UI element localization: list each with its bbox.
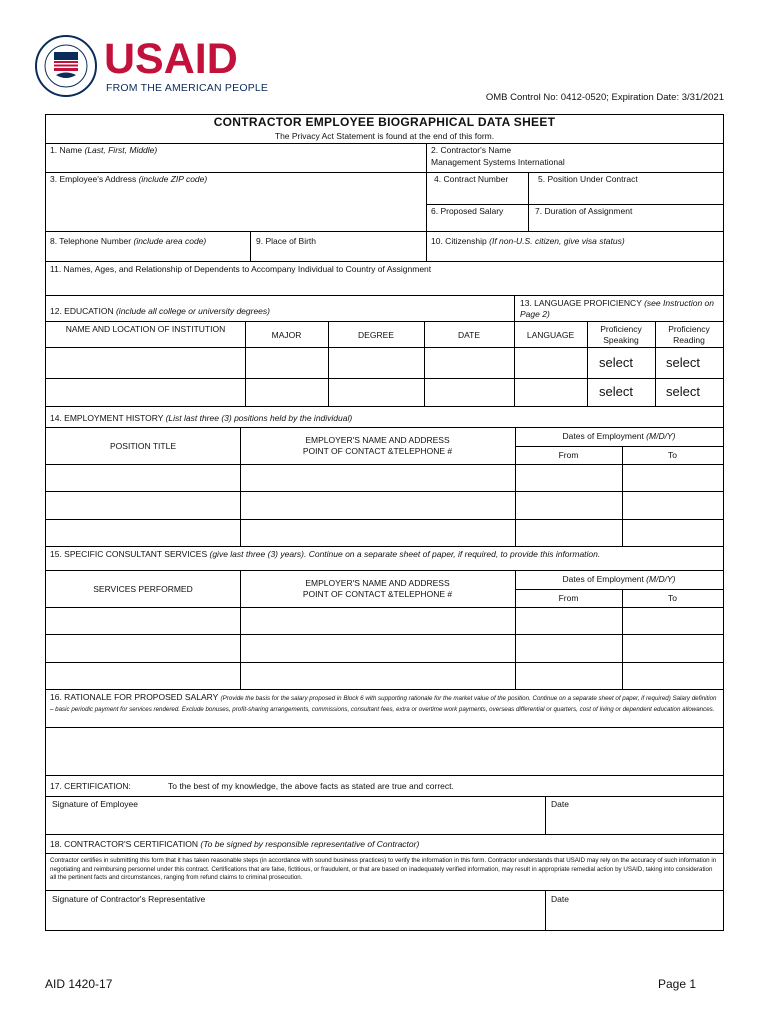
salary-rationale-label: 16. RATIONALE FOR PROPOSED SALARY (Provide the basis for the salary proposed in Block 6 with supporting rationale for the market value of the position. Continue on a separate sheet of paper, if required) Salary definition – basic periodic payment for services rendered. Exclude bonuses, profit-sharing arrangements, commissions, consultant fees, extra or overtime work payments, overseas differential or quarters, cost of living or dependent education allowances. — [50, 692, 717, 713]
contract-number-field[interactable]: 4. Contract Number — [434, 174, 509, 184]
edu-header-reading: Proficiency Reading — [668, 324, 710, 345]
biographical-data-form — [45, 114, 724, 931]
page-number: Page 1 — [658, 977, 697, 991]
certification-text: To the best of my knowledge, the above facts as stated are true and correct. — [168, 781, 454, 791]
svc-header-from: From — [558, 593, 579, 603]
employee-address-field[interactable]: 3. Employee's Address (include ZIP code) — [50, 174, 208, 184]
svc-header-to: To — [668, 593, 677, 603]
edu-header-date: DATE — [457, 330, 481, 340]
edu-header-language: LANGUAGE — [526, 330, 575, 340]
citizenship-field[interactable]: 10. Citizenship (If non-U.S. citizen, give visa status) — [431, 236, 625, 246]
emp-header-from: From — [558, 450, 579, 460]
dependents-field[interactable]: 11. Names, Ages, and Relationship of Dependents to Accompany Individual to Country of Assignment — [50, 264, 432, 274]
reading-select-2[interactable]: select — [666, 384, 700, 399]
form-number: AID 1420-17 — [45, 977, 113, 991]
contractor-certification-label: 18. CONTRACTOR'S CERTIFICATION (To be signed by responsible representative of Contractor) — [50, 839, 420, 849]
proposed-salary-field[interactable]: 6. Proposed Salary — [431, 206, 504, 216]
place-of-birth-field[interactable]: 9. Place of Birth — [256, 236, 317, 246]
position-under-contract-field[interactable]: 5. Position Under Contract — [538, 174, 638, 184]
employee-signature-field[interactable]: Signature of Employee — [52, 799, 138, 809]
emp-header-dates: Dates of Employment (M/D/Y) — [562, 431, 676, 441]
emp-header-employer: EMPLOYER'S NAME AND ADDRESS POINT OF CONTACT &TELEPHONE # — [302, 435, 453, 456]
svc-header-employer: EMPLOYER'S NAME AND ADDRESS POINT OF CONTACT &TELEPHONE # — [302, 578, 453, 599]
representative-date-field[interactable]: Date — [551, 894, 569, 904]
svc-header-dates: Dates of Employment (M/D/Y) — [562, 574, 676, 584]
form-title: CONTRACTOR EMPLOYEE BIOGRAPHICAL DATA SHEET — [213, 115, 556, 129]
contractor-name-value[interactable]: Management Systems International — [431, 157, 565, 167]
telephone-field[interactable]: 8. Telephone Number (include area code) — [50, 236, 207, 246]
svc-header-services: SERVICES PERFORMED — [93, 584, 193, 594]
employee-date-field[interactable]: Date — [551, 799, 569, 809]
edu-header-major: MAJOR — [271, 330, 302, 340]
edu-header-speaking: Proficiency Speaking — [600, 324, 642, 345]
emp-header-to: To — [668, 450, 677, 460]
usaid-wordmark: USAID — [104, 35, 238, 83]
edu-header-institution: NAME AND LOCATION OF INSTITUTION — [65, 324, 226, 334]
emp-header-position: POSITION TITLE — [110, 441, 176, 451]
form-subtitle: The Privacy Act Statement is found at the end of this form. — [274, 131, 495, 141]
education-section-label: 12. EDUCATION (include all college or university degrees) — [50, 306, 270, 316]
usaid-seal-icon — [34, 34, 98, 98]
language-proficiency-label: 13. LANGUAGE PROFICIENCY (see Instruction on Page 2) — [520, 298, 715, 319]
reading-select-1[interactable]: select — [666, 355, 700, 370]
speaking-select-2[interactable]: select — [599, 384, 633, 399]
consultant-services-label: 15. SPECIFIC CONSULTANT SERVICES (give last three (3) years). Continue on a separate sheet of paper, if required, to provide this information. — [50, 549, 601, 559]
contractor-name-label: 2. Contractor's Name — [431, 145, 512, 155]
representative-signature-field[interactable]: Signature of Contractor's Representative — [52, 894, 206, 904]
edu-header-degree: DEGREE — [358, 330, 394, 340]
duration-of-assignment-field[interactable]: 7. Duration of Assignment — [535, 206, 633, 216]
omb-control-number: OMB Control No: 0412-0520; Expiration Date: 3/31/2021 — [485, 92, 724, 103]
name-field[interactable]: 1. Name (Last, First, Middle) — [50, 145, 158, 155]
speaking-select-1[interactable]: select — [599, 355, 633, 370]
contractor-certification-text: Contractor certifies in submitting this form that it has taken reasonable steps (in accordance with sound business practices) to verify the information in this form. Contractor understands that USAID may rely on the accuracy of such information in negotiating and reimbursing personnel under this contract. Certifications that are false, fictitious, or fraudulent, or that are based on inadequately verified information, may result in appropriate remedial action by USAID, taking into consideration all the pertinent facts and circumstances, ranging from refund claims to criminal prosecution. — [50, 857, 717, 881]
usaid-tagline: FROM THE AMERICAN PEOPLE — [106, 82, 269, 94]
certification-label: 17. CERTIFICATION: — [50, 781, 131, 791]
usaid-logo — [34, 34, 269, 102]
employment-history-label: 14. EMPLOYMENT HISTORY (List last three (3) positions held by the individual) — [50, 413, 353, 423]
